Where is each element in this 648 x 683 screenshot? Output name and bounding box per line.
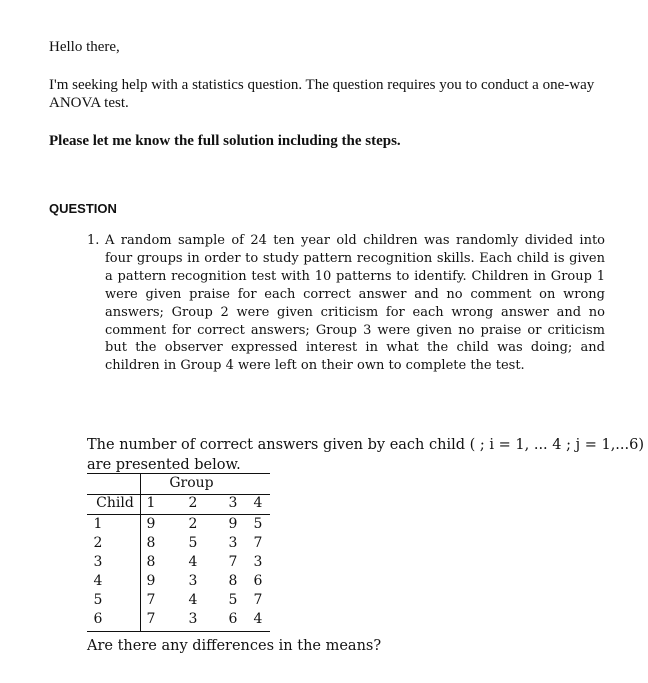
table-cell: 4 <box>188 592 198 608</box>
table-cell: 9 <box>228 516 238 532</box>
table-cell: 2 <box>188 516 198 532</box>
child-cell: 1 <box>93 516 103 532</box>
table-bottom-rule <box>87 631 270 632</box>
table-cell: 3 <box>228 535 238 551</box>
table-cell: 7 <box>146 611 156 627</box>
table-cell: 6 <box>228 611 238 627</box>
table-cell: 3 <box>188 573 198 589</box>
closing-question: Are there any differences in the means? <box>87 638 382 654</box>
table-cell: 7 <box>146 592 156 608</box>
table-cell: 7 <box>228 554 238 570</box>
table-cell: 9 <box>146 573 156 589</box>
table-cell: 4 <box>253 611 263 627</box>
data-intro-line-1: The number of correct answers given by each child ( ; i = 1, ... 4 ; j = 1,...6) <box>87 437 645 453</box>
child-header: Child <box>96 495 134 511</box>
group-label: 4 <box>253 495 263 511</box>
question-number: 1. <box>87 233 100 248</box>
table-cell: 8 <box>146 554 156 570</box>
table-cell: 5 <box>253 516 263 532</box>
intro-line-1: I'm seeking help with a statistics question. The question requires you to conduct a one-way <box>49 77 595 93</box>
question-heading: QUESTION <box>49 201 117 216</box>
table-cell: 7 <box>253 535 263 551</box>
table-cell: 5 <box>228 592 238 608</box>
table-cell: 8 <box>146 535 156 551</box>
child-cell: 4 <box>93 573 103 589</box>
group-label: 2 <box>188 495 198 511</box>
table-cell: 5 <box>188 535 198 551</box>
table-cell: 3 <box>253 554 263 570</box>
table-cell: 8 <box>228 573 238 589</box>
table-cell: 7 <box>253 592 263 608</box>
table-column-rule <box>87 514 270 515</box>
request-text: Please let me know the full solution including the steps. <box>49 133 401 149</box>
table-cell: 3 <box>188 611 198 627</box>
group-label: 1 <box>146 495 156 511</box>
table-vertical-rule <box>140 474 141 632</box>
group-header: Group <box>169 475 214 491</box>
data-intro-line-2: are presented below. <box>87 457 241 473</box>
question-body: A random sample of 24 ten year old children was randomly divided into four groups in order to study pattern recognition skills. Each child is given a pattern recognition test with 10 patterns to identify. Children in Group 1 were given praise for each correct answer and no comment on wrong answers; Group 2 were given criticism for each wrong answer and no comment for correct answers; Group 3 were given no praise or criticism but the observer expressed interest in what the child was doing; and children in Group 4 were left on their own to complete the test. <box>105 233 605 374</box>
group-label: 3 <box>228 495 238 511</box>
child-cell: 3 <box>93 554 103 570</box>
table-cell: 6 <box>253 573 263 589</box>
table-cell: 4 <box>188 554 198 570</box>
table-cell: 9 <box>146 516 156 532</box>
greeting-text: Hello there, <box>49 39 120 55</box>
child-cell: 5 <box>93 592 103 608</box>
data-table <box>87 474 270 632</box>
child-cell: 6 <box>93 611 103 627</box>
intro-line-2: ANOVA test. <box>49 95 129 111</box>
child-cell: 2 <box>93 535 103 551</box>
